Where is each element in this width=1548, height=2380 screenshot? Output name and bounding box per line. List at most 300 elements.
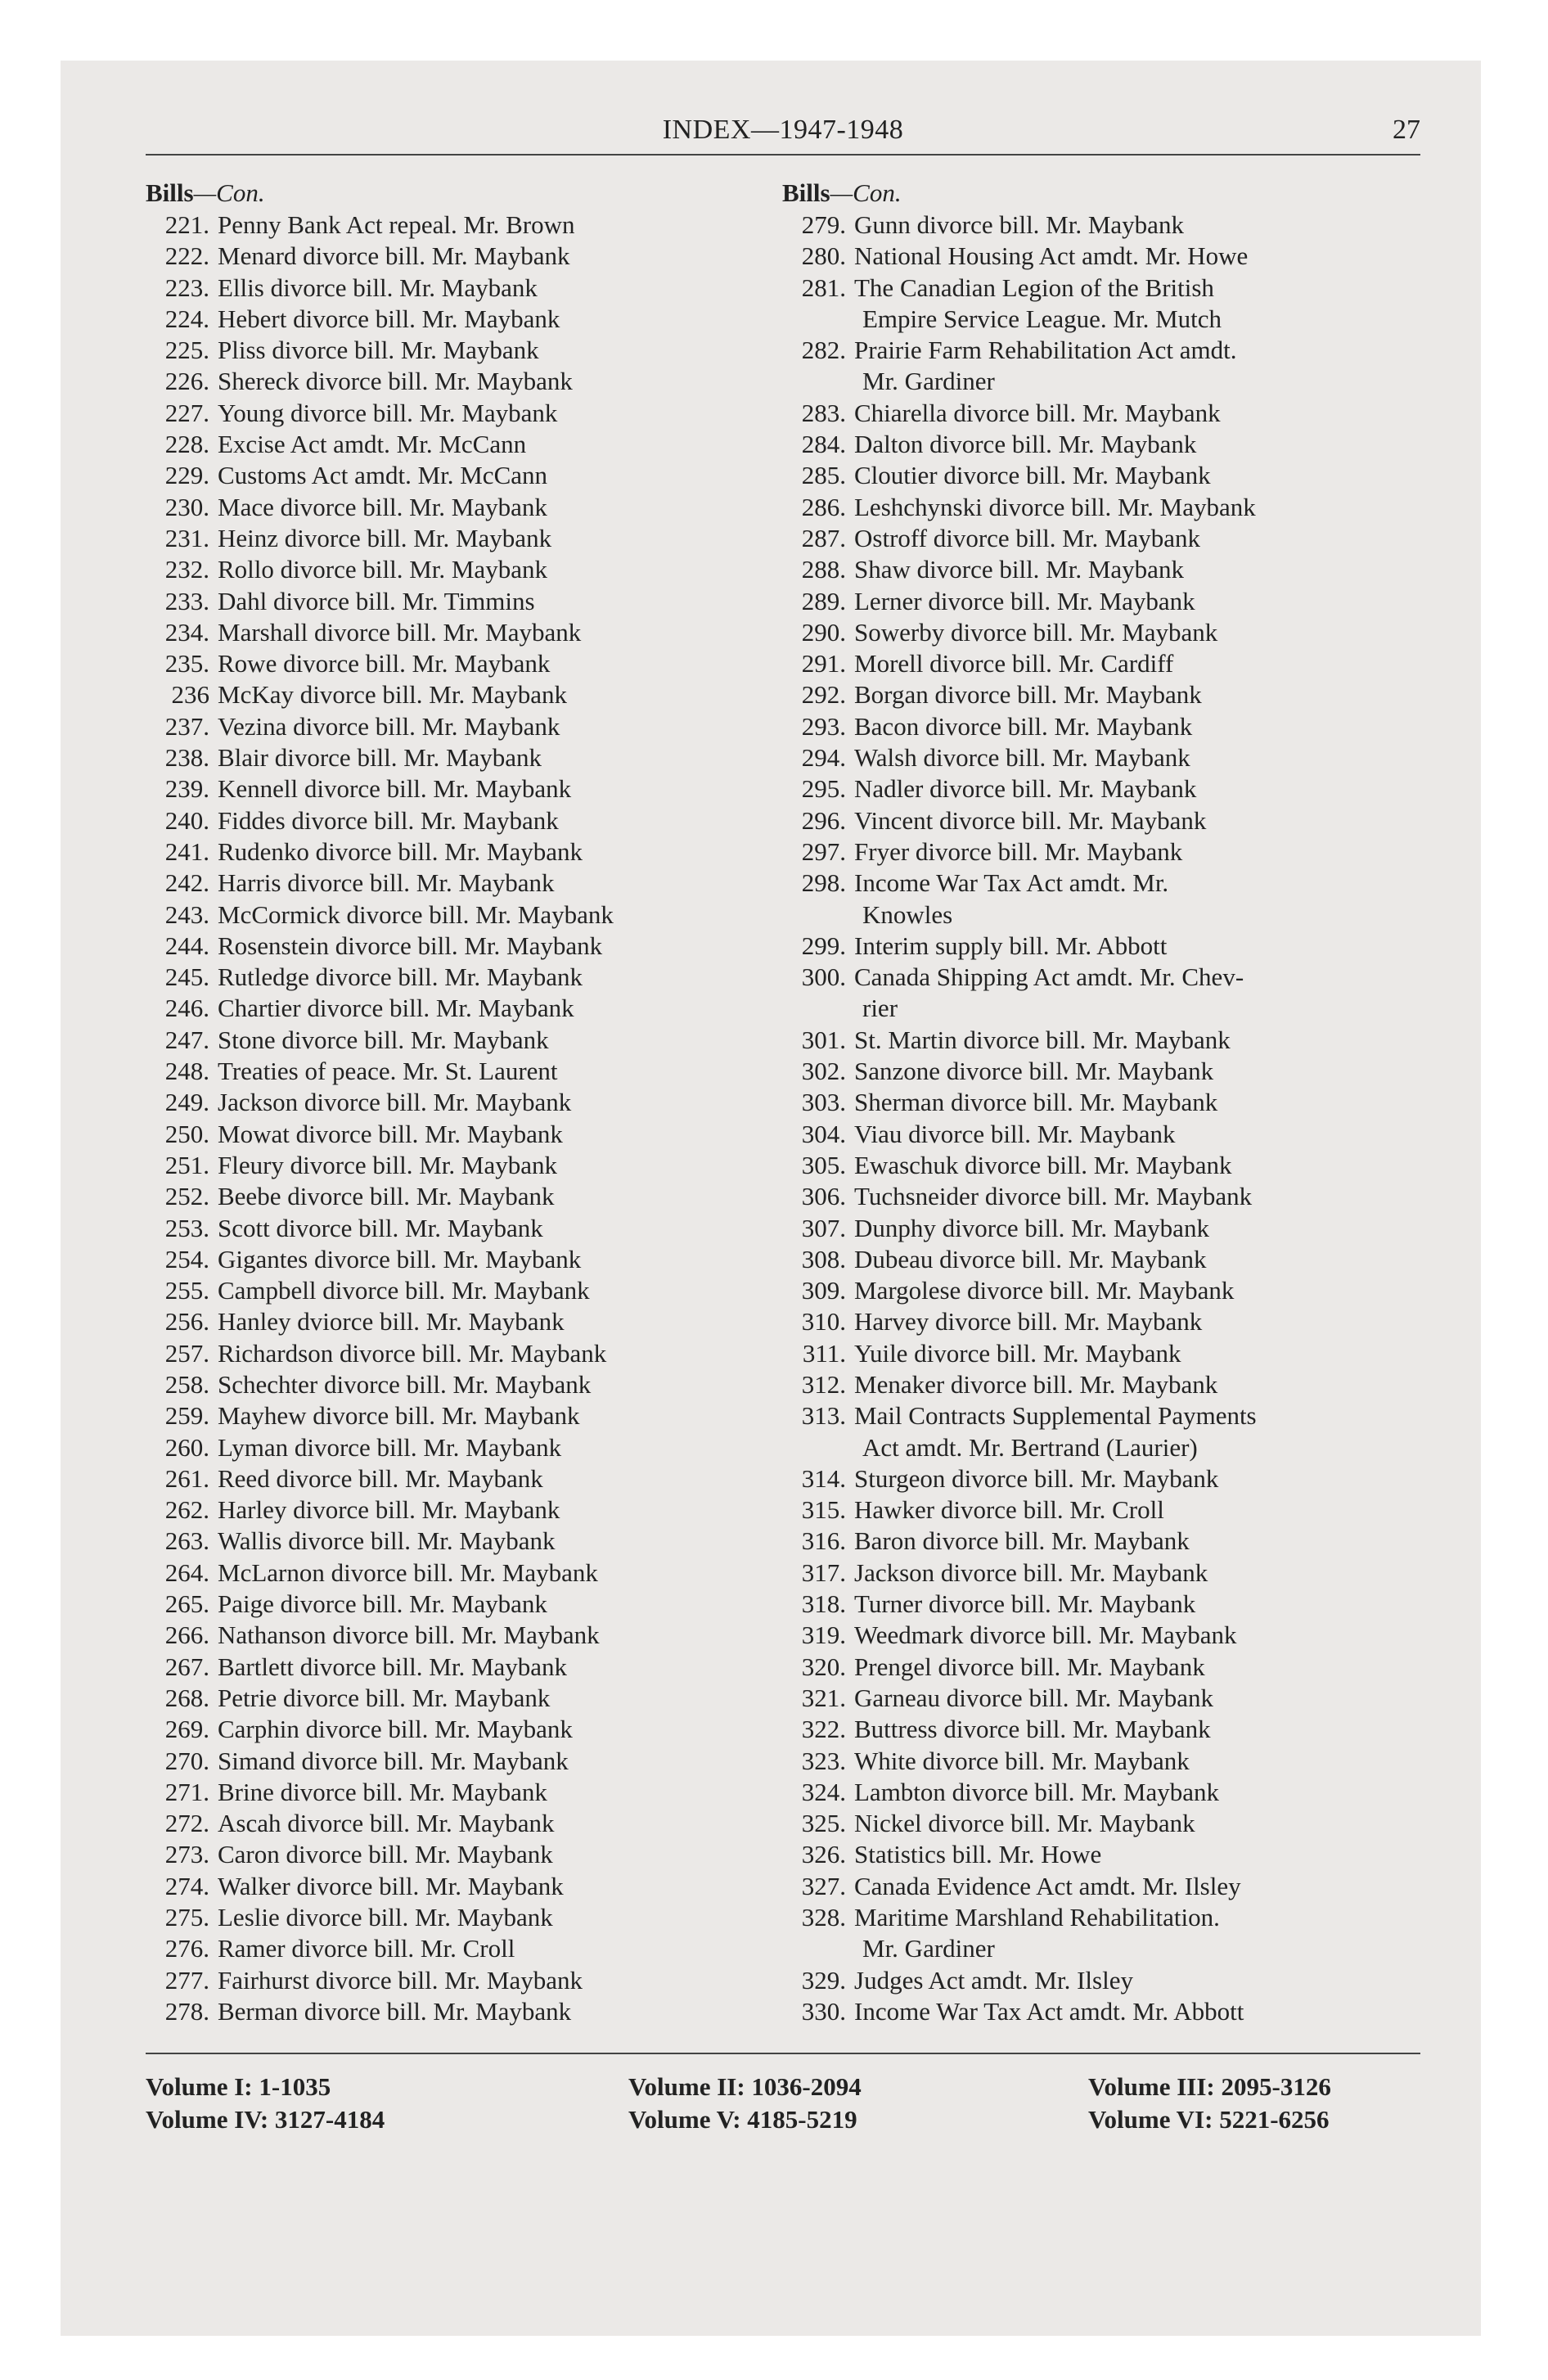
entry-text: McKay divorce bill. Mr. Maybank (218, 680, 568, 710)
index-entry (782, 1056, 1420, 1087)
index-entry (146, 1902, 776, 1933)
index-entry (782, 1025, 1420, 1056)
entry-text: Leslie divorce bill. Mr. Maybank (218, 1903, 553, 1932)
index-entry (782, 398, 1420, 429)
entry-number: 248. (164, 1057, 209, 1086)
volume-5: Volume V: 4185-5219 (628, 2105, 857, 2134)
index-entry (146, 523, 776, 554)
entry-text: Canada Evidence Act amdt. Mr. Ilsley (854, 1871, 1241, 1900)
entry-number: 309. (801, 1276, 846, 1305)
index-entry (782, 1181, 1420, 1212)
index-entry (782, 429, 1420, 460)
entry-number: 295. (801, 774, 846, 804)
index-entry (782, 241, 1420, 272)
entry-number: 231. (164, 523, 209, 552)
entry-number: 281. (801, 273, 846, 302)
entry-text: Cloutier divorce bill. Mr. Maybank (854, 461, 1211, 490)
volume-6: Volume VI: 5221-6256 (1088, 2105, 1330, 2134)
heading-suffix: —Con. (193, 178, 265, 207)
index-entry (146, 1306, 776, 1337)
index-entry (782, 1213, 1420, 1244)
entry-text: Dahl divorce bill. Mr. Timmins (218, 586, 535, 615)
index-entry (782, 1275, 1420, 1306)
entry-number: 256. (164, 1307, 209, 1336)
index-entry (782, 836, 1420, 868)
entry-text: Mayhew divorce bill. Mr. Maybank (218, 1401, 580, 1431)
index-entry (782, 931, 1420, 962)
index-entry (146, 1746, 776, 1777)
entry-text: Fryer divorce bill. Mr. Maybank (854, 836, 1183, 866)
index-entry (782, 1150, 1420, 1181)
index-entry (146, 899, 776, 931)
entry-number: 228. (164, 430, 209, 459)
entry-number: 243. (164, 899, 209, 929)
entry-number: 264. (164, 1557, 209, 1587)
entry-number: 293. (801, 711, 846, 741)
entry-number: 302. (801, 1057, 846, 1086)
index-entry (782, 773, 1420, 805)
index-entry (782, 1652, 1420, 1683)
index-entry (146, 1652, 776, 1683)
entry-text: Chiarella divorce bill. Mr. Maybank (854, 398, 1221, 427)
column-heading (782, 177, 1420, 210)
index-entry (146, 742, 776, 773)
entry-text: Prengel divorce bill. Mr. Maybank (854, 1652, 1205, 1681)
entry-number: 287. (801, 523, 846, 552)
index-entry (146, 1150, 776, 1181)
index-entry (146, 554, 776, 585)
entry-number: 317. (801, 1557, 846, 1587)
entry-number: 241. (164, 836, 209, 866)
index-entry (146, 586, 776, 617)
entry-text: Sturgeon divorce bill. Mr. Maybank (854, 1463, 1219, 1493)
entry-number: 225. (164, 336, 209, 365)
entry-number: 328. (801, 1903, 846, 1932)
entry-text: Menard divorce bill. Mr. Maybank (218, 241, 570, 271)
entry-number: 292. (801, 680, 846, 710)
entry-number: 310. (801, 1307, 846, 1336)
index-entry (146, 773, 776, 805)
entry-list (782, 210, 1420, 2027)
index-entry (146, 210, 776, 241)
entry-text: Blair divorce bill. Mr. Maybank (218, 743, 542, 773)
index-entry (146, 1181, 776, 1212)
entry-number: 307. (801, 1213, 846, 1242)
entry-text: Bacon divorce bill. Mr. Maybank (854, 711, 1193, 741)
entry-text: Petrie divorce bill. Mr. Maybank (218, 1683, 551, 1712)
entry-text: Ascah divorce bill. Mr. Maybank (218, 1809, 555, 1838)
entry-number: 227. (164, 398, 209, 427)
entry-text: Jackson divorce bill. Mr. Maybank (854, 1557, 1208, 1587)
index-entry (782, 962, 1420, 993)
index-entry (782, 1871, 1420, 1902)
index-entry (782, 273, 1420, 304)
footer-rule (146, 2053, 1420, 2054)
entry-text: Hebert divorce bill. Mr. Maybank (218, 304, 560, 333)
entry-number: 329. (801, 1965, 846, 1995)
entry-text: Gigantes divorce bill. Mr. Maybank (218, 1244, 582, 1273)
entry-text: Stone divorce bill. Mr. Maybank (218, 1025, 549, 1054)
entry-text: Nadler divorce bill. Mr. Maybank (854, 774, 1197, 804)
index-entry (146, 1275, 776, 1306)
entry-text: Lambton divorce bill. Mr. Maybank (854, 1777, 1219, 1806)
entry-text: Interim supply bill. Mr. Abbott (854, 931, 1168, 960)
entry-text: Rollo divorce bill. Mr. Maybank (218, 555, 547, 584)
entry-text: Campbell divorce bill. Mr. Maybank (218, 1276, 590, 1305)
entry-text: Statistics bill. Mr. Howe (854, 1840, 1102, 1869)
entry-text: Walker divorce bill. Mr. Maybank (218, 1871, 564, 1900)
index-entry (782, 648, 1420, 679)
index-entry (146, 648, 776, 679)
entry-number: 236 (171, 680, 209, 710)
entry-text: Maritime Marshland Rehabilitation. (854, 1903, 1220, 1932)
entry-text: The Canadian Legion of the British (854, 273, 1214, 302)
entry-text: Borgan divorce bill. Mr. Maybank (854, 680, 1202, 710)
entry-number: 311. (802, 1338, 846, 1368)
index-entry (782, 523, 1420, 554)
entry-number: 285. (801, 461, 846, 490)
entry-number: 229. (164, 461, 209, 490)
index-entry (146, 993, 776, 1024)
entry-text: Bartlett divorce bill. Mr. Maybank (218, 1652, 568, 1681)
entry-number: 282. (801, 336, 846, 365)
entry-number: 245. (164, 962, 209, 992)
index-entry (782, 1369, 1420, 1400)
entry-number: 242. (164, 868, 209, 898)
entry-text: White divorce bill. Mr. Maybank (854, 1746, 1190, 1775)
heading-label: Bills (782, 178, 830, 207)
entry-number: 277. (164, 1965, 209, 1995)
volume-3: Volume III: 2095-3126 (1088, 2072, 1331, 2101)
entry-number: 321. (801, 1683, 846, 1712)
index-entry (782, 742, 1420, 773)
index-entry (146, 1463, 776, 1494)
entry-number: 233. (164, 586, 209, 615)
entry-text: Yuile divorce bill. Mr. Maybank (854, 1338, 1181, 1368)
heading-label: Bills (146, 178, 194, 207)
index-entry (146, 335, 776, 366)
right-column (782, 177, 1420, 2027)
index-entry (146, 1589, 776, 1620)
index-entry (782, 1746, 1420, 1777)
index-entry (782, 460, 1420, 491)
index-entry (782, 1087, 1420, 1118)
index-entry (146, 1839, 776, 1870)
index-entry (146, 492, 776, 523)
entry-text: Sanzone divorce bill. Mr. Maybank (854, 1057, 1214, 1086)
index-entry (146, 1400, 776, 1431)
entry-number: 235. (164, 649, 209, 678)
entry-text: Sowerby divorce bill. Mr. Maybank (854, 617, 1218, 647)
entry-number: 239. (164, 774, 209, 804)
index-entry (146, 366, 776, 397)
entry-number: 303. (801, 1088, 846, 1117)
entry-number: 237. (164, 711, 209, 741)
index-entry (782, 1526, 1420, 1557)
entry-text: Simand divorce bill. Mr. Maybank (218, 1746, 569, 1775)
index-entry (146, 1369, 776, 1400)
index-entry (782, 554, 1420, 585)
entry-number: 267. (164, 1652, 209, 1681)
entry-text: Carphin divorce bill. Mr. Maybank (218, 1715, 573, 1744)
entry-number: 258. (164, 1369, 209, 1399)
entry-continuation: rier (862, 994, 898, 1023)
entry-text: Harley divorce bill. Mr. Maybank (218, 1495, 560, 1525)
entry-number: 247. (164, 1025, 209, 1054)
entry-text: Hawker divorce bill. Mr. Croll (854, 1495, 1164, 1525)
entry-text: Schechter divorce bill. Mr. Maybank (218, 1369, 592, 1399)
entry-text: Prairie Farm Rehabilitation Act amdt. (854, 336, 1237, 365)
index-entry (782, 805, 1420, 836)
entry-text: Harvey divorce bill. Mr. Maybank (854, 1307, 1203, 1336)
index-page (146, 108, 1420, 2203)
index-entry (782, 1306, 1420, 1337)
entry-number: 330. (801, 1996, 846, 2026)
entry-number: 283. (801, 398, 846, 427)
index-entry (782, 1557, 1420, 1589)
entry-number: 259. (164, 1401, 209, 1431)
entry-number: 255. (164, 1276, 209, 1305)
entry-text: Chartier divorce bill. Mr. Maybank (218, 994, 574, 1023)
index-entry (146, 836, 776, 868)
index-entry (146, 1777, 776, 1808)
entry-text: St. Martin divorce bill. Mr. Maybank (854, 1025, 1231, 1054)
entry-continuation: Act amdt. Mr. Bertrand (Laurier) (862, 1432, 1198, 1462)
entry-text: Ewaschuk divorce bill. Mr. Maybank (854, 1150, 1232, 1179)
volume-4: Volume IV: 3127-4184 (146, 2105, 385, 2134)
entry-text: Jackson divorce bill. Mr. Maybank (218, 1088, 572, 1117)
entry-number: 234. (164, 617, 209, 647)
index-entry (146, 1620, 776, 1651)
entry-text: Reed divorce bill. Mr. Maybank (218, 1463, 543, 1493)
entry-text: Menaker divorce bill. Mr. Maybank (854, 1369, 1218, 1399)
entry-text: Fleury divorce bill. Mr. Maybank (218, 1150, 557, 1179)
entry-number: 273. (164, 1840, 209, 1869)
entry-number: 305. (801, 1150, 846, 1179)
page-number: 27 (1393, 115, 1420, 145)
entry-text: Dunphy divorce bill. Mr. Maybank (854, 1213, 1209, 1242)
entry-text: Berman divorce bill. Mr. Maybank (218, 1996, 572, 2026)
index-entry (146, 1714, 776, 1745)
entry-number: 249. (164, 1088, 209, 1117)
entry-text: Marshall divorce bill. Mr. Maybank (218, 617, 582, 647)
entry-number: 284. (801, 430, 846, 459)
entry-text: Buttress divorce bill. Mr. Maybank (854, 1715, 1211, 1744)
entry-number: 223. (164, 273, 209, 302)
left-column (146, 177, 776, 2027)
index-entry (782, 1808, 1420, 1839)
index-entry (782, 1839, 1420, 1870)
index-entry (782, 1965, 1420, 1996)
index-entry (782, 1714, 1420, 1745)
index-entry (782, 1589, 1420, 1620)
index-entry (782, 1338, 1420, 1369)
entry-number: 298. (801, 868, 846, 898)
index-entry (146, 1087, 776, 1118)
entry-text: Penny Bank Act repeal. Mr. Brown (218, 210, 575, 239)
index-entry (146, 617, 776, 648)
entry-number: 279. (801, 210, 846, 239)
entry-text: Richardson divorce bill. Mr. Maybank (218, 1338, 607, 1368)
index-entry (146, 304, 776, 335)
index-entry (146, 241, 776, 272)
entry-text: Gunn divorce bill. Mr. Maybank (854, 210, 1184, 239)
index-entry (146, 1808, 776, 1839)
entry-number: 324. (801, 1777, 846, 1806)
entry-text: Sherman divorce bill. Mr. Maybank (854, 1088, 1218, 1117)
entry-number: 251. (164, 1150, 209, 1179)
entry-text: Vincent divorce bill. Mr. Maybank (854, 805, 1207, 835)
entry-number: 315. (801, 1495, 846, 1525)
index-entry (146, 1933, 776, 1964)
entry-number: 322. (801, 1715, 846, 1744)
entry-text: Caron divorce bill. Mr. Maybank (218, 1840, 553, 1869)
entry-text: Ellis divorce bill. Mr. Maybank (218, 273, 538, 302)
volume-2: Volume II: 1036-2094 (628, 2072, 862, 2101)
index-entry (146, 1244, 776, 1275)
index-entry (146, 931, 776, 962)
entry-text: Leshchynski divorce bill. Mr. Maybank (854, 492, 1256, 521)
index-entry (146, 962, 776, 993)
entry-number: 296. (801, 805, 846, 835)
index-entry (782, 1244, 1420, 1275)
index-entry (146, 711, 776, 742)
entry-number: 221. (164, 210, 209, 239)
entry-number: 299. (801, 931, 846, 960)
entry-text: Scott divorce bill. Mr. Maybank (218, 1213, 543, 1242)
index-entry (146, 1338, 776, 1369)
index-entry (146, 1213, 776, 1244)
entry-text: Income War Tax Act amdt. Mr. (854, 868, 1169, 898)
index-entry (146, 1119, 776, 1150)
index-entry (782, 711, 1420, 742)
entry-text: Pliss divorce bill. Mr. Maybank (218, 336, 539, 365)
column-heading (146, 177, 776, 210)
entry-number: 272. (164, 1809, 209, 1838)
index-entry (782, 1494, 1420, 1526)
index-entry (146, 1871, 776, 1902)
entry-text: Paige divorce bill. Mr. Maybank (218, 1589, 547, 1619)
entry-continuation: Empire Service League. Mr. Mutch (862, 304, 1222, 333)
entry-list (146, 210, 776, 2027)
entry-text: McCormick divorce bill. Mr. Maybank (218, 899, 614, 929)
index-entry (782, 1400, 1420, 1431)
entry-text: McLarnon divorce bill. Mr. Maybank (218, 1557, 598, 1587)
index-entry (146, 679, 776, 710)
entry-text: Treaties of peace. Mr. St. Laurent (218, 1057, 558, 1086)
index-entry (782, 1902, 1420, 1933)
index-entry (146, 1432, 776, 1463)
index-entry (146, 868, 776, 899)
entry-number: 226. (164, 367, 209, 396)
entry-number: 252. (164, 1182, 209, 1211)
entry-number: 263. (164, 1526, 209, 1556)
entry-number: 289. (801, 586, 846, 615)
entry-continuation: Mr. Gardiner (862, 1934, 995, 1963)
index-entry (146, 398, 776, 429)
index-entry (782, 1683, 1420, 1714)
index-entry (146, 1996, 776, 2027)
entry-text: Viau divorce bill. Mr. Maybank (854, 1119, 1176, 1148)
entry-number: 266. (164, 1620, 209, 1650)
entry-text: Tuchsneider divorce bill. Mr. Maybank (854, 1182, 1253, 1211)
entry-number: 276. (164, 1934, 209, 1963)
heading-suffix: —Con. (830, 178, 902, 207)
volume-footer (146, 2071, 1420, 2144)
entry-number: 222. (164, 241, 209, 271)
entry-number: 318. (801, 1589, 846, 1619)
index-entry (782, 335, 1420, 366)
entry-number: 244. (164, 931, 209, 960)
page-header (146, 108, 1420, 154)
entry-number: 257. (164, 1338, 209, 1368)
entry-number: 253. (164, 1213, 209, 1242)
entry-text: Income War Tax Act amdt. Mr. Abbott (854, 1996, 1244, 2026)
entry-number: 232. (164, 555, 209, 584)
entry-text: Mace divorce bill. Mr. Maybank (218, 492, 547, 521)
entry-text: Wallis divorce bill. Mr. Maybank (218, 1526, 556, 1556)
index-entry (782, 1620, 1420, 1651)
entry-text: Baron divorce bill. Mr. Maybank (854, 1526, 1190, 1556)
entry-text: Fiddes divorce bill. Mr. Maybank (218, 805, 559, 835)
index-entry (782, 617, 1420, 648)
entry-text: Weedmark divorce bill. Mr. Maybank (854, 1620, 1237, 1650)
index-entry (782, 679, 1420, 710)
entry-number: 291. (801, 649, 846, 678)
volume-1: Volume I: 1-1035 (146, 2072, 331, 2101)
entry-text: Margolese divorce bill. Mr. Maybank (854, 1276, 1235, 1305)
entry-number: 316. (801, 1526, 846, 1556)
index-entry (146, 1056, 776, 1087)
index-entry (146, 1557, 776, 1589)
entry-text: Morell divorce bill. Mr. Cardiff (854, 649, 1174, 678)
entry-text: Rowe divorce bill. Mr. Maybank (218, 649, 551, 678)
entry-number: 319. (801, 1620, 846, 1650)
entry-number: 320. (801, 1652, 846, 1681)
entry-number: 306. (801, 1182, 846, 1211)
entry-text: Fairhurst divorce bill. Mr. Maybank (218, 1965, 583, 1995)
entry-number: 288. (801, 555, 846, 584)
entry-text: Excise Act amdt. Mr. McCann (218, 430, 527, 459)
entry-text: Mowat divorce bill. Mr. Maybank (218, 1119, 563, 1148)
entry-number: 254. (164, 1244, 209, 1273)
entry-text: Harris divorce bill. Mr. Maybank (218, 868, 555, 898)
index-entry (146, 1965, 776, 1996)
entry-number: 290. (801, 617, 846, 647)
entry-number: 246. (164, 994, 209, 1023)
entry-text: Nickel divorce bill. Mr. Maybank (854, 1809, 1195, 1838)
index-entry (782, 868, 1420, 899)
entry-number: 230. (164, 492, 209, 521)
index-entry (782, 210, 1420, 241)
entry-number: 308. (801, 1244, 846, 1273)
entry-number: 274. (164, 1871, 209, 1900)
entry-number: 238. (164, 743, 209, 773)
entry-number: 326. (801, 1840, 846, 1869)
index-entry (782, 586, 1420, 617)
entry-number: 300. (801, 962, 846, 992)
entry-number: 271. (164, 1777, 209, 1806)
entry-text: Customs Act amdt. Mr. McCann (218, 461, 547, 490)
entry-text: Kennell divorce bill. Mr. Maybank (218, 774, 572, 804)
entry-number: 261. (164, 1463, 209, 1493)
entry-number: 294. (801, 743, 846, 773)
entry-text: Nathanson divorce bill. Mr. Maybank (218, 1620, 600, 1650)
entry-text: Turner divorce bill. Mr. Maybank (854, 1589, 1196, 1619)
entry-text: Lerner divorce bill. Mr. Maybank (854, 586, 1195, 615)
index-entry (146, 1683, 776, 1714)
entry-text: Canada Shipping Act amdt. Mr. Chev- (854, 962, 1244, 992)
